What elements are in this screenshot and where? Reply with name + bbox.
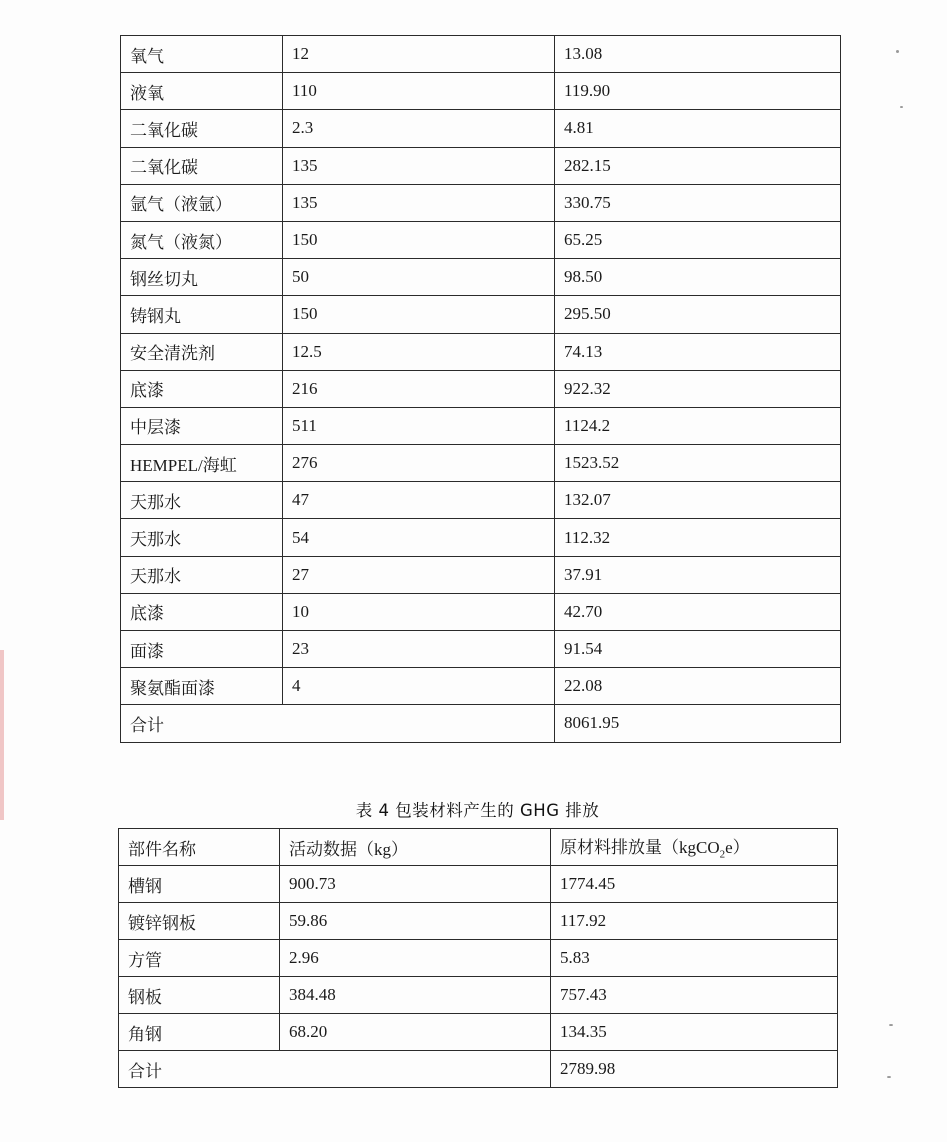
scan-speck: [889, 1024, 893, 1026]
column-header-activity: 活动数据（kg）: [280, 829, 551, 866]
table-row: [119, 940, 838, 977]
activity-data-cell: 4: [283, 668, 555, 705]
activity-data-cell: 135: [283, 184, 555, 221]
part-name-cell: 槽钢: [119, 866, 280, 903]
header-emission-prefix: 原材料排放量（kgCO: [560, 838, 720, 858]
part-name-cell: 方管: [119, 940, 280, 977]
table-row: [121, 184, 841, 221]
activity-data-cell: 50: [283, 259, 555, 296]
total-row: [119, 1051, 838, 1088]
activity-data-cell: 135: [283, 147, 555, 184]
activity-data-cell: 150: [283, 296, 555, 333]
table-row: [121, 482, 841, 519]
material-name-cell: 安全清洗剂: [121, 333, 283, 370]
table-row: [121, 36, 841, 73]
table-row: [121, 445, 841, 482]
material-name-cell: 氮气（液氮）: [121, 221, 283, 258]
activity-data-cell: 150: [283, 221, 555, 258]
total-value-cell: 2789.98: [551, 1051, 838, 1088]
table-caption: 表 4 包装材料产生的 GHG 排放: [355, 801, 600, 820]
table-row: [121, 147, 841, 184]
activity-data-cell: 511: [283, 407, 555, 444]
part-name-cell: 钢板: [119, 977, 280, 1014]
activity-data-cell: 2.96: [280, 940, 551, 977]
activity-data-cell: 900.73: [280, 866, 551, 903]
emission-cell: 117.92: [551, 903, 838, 940]
material-name-cell: HEMPEL/海虹: [121, 445, 283, 482]
emission-cell: 37.91: [555, 556, 841, 593]
emission-cell: 282.15: [555, 147, 841, 184]
column-header-emission: [551, 829, 838, 866]
table-row: [119, 1014, 838, 1051]
emission-cell: 330.75: [555, 184, 841, 221]
material-name-cell: 钢丝切丸: [121, 259, 283, 296]
emission-cell: 922.32: [555, 370, 841, 407]
table-row: [121, 221, 841, 258]
activity-data-cell: 12.5: [283, 333, 555, 370]
table-row: [121, 73, 841, 110]
table-row: [121, 593, 841, 630]
activity-data-cell: 2.3: [283, 110, 555, 147]
activity-data-cell: 47: [283, 482, 555, 519]
activity-data-cell: 216: [283, 370, 555, 407]
emission-table-continued: [120, 35, 841, 743]
material-name-cell: 底漆: [121, 593, 283, 630]
activity-data-cell: 276: [283, 445, 555, 482]
total-value-cell: 8061.95: [555, 705, 841, 742]
total-row: [121, 705, 841, 742]
material-name-cell: 底漆: [121, 370, 283, 407]
material-name-cell: 铸钢丸: [121, 296, 283, 333]
part-name-cell: 角钢: [119, 1014, 280, 1051]
emission-cell: 22.08: [555, 668, 841, 705]
emission-cell: 132.07: [555, 482, 841, 519]
emission-cell: 1774.45: [551, 866, 838, 903]
activity-data-cell: 23: [283, 631, 555, 668]
material-name-cell: 二氧化碳: [121, 110, 283, 147]
emission-cell: 74.13: [555, 333, 841, 370]
packaging-emission-table: [118, 828, 838, 1088]
emission-cell: 295.50: [555, 296, 841, 333]
material-name-cell: 天那水: [121, 556, 283, 593]
part-name-cell: 镀锌钢板: [119, 903, 280, 940]
table-row: [121, 333, 841, 370]
emission-cell: 134.35: [551, 1014, 838, 1051]
emission-cell: 757.43: [551, 977, 838, 1014]
activity-data-cell: 59.86: [280, 903, 551, 940]
material-name-cell: 氩气（液氩）: [121, 184, 283, 221]
table-row: [121, 370, 841, 407]
scan-speck: [896, 50, 899, 53]
header-emission-subscript: 2: [719, 848, 726, 861]
emission-cell: 13.08: [555, 36, 841, 73]
material-name-cell: 氧气: [121, 36, 283, 73]
emission-cell: 65.25: [555, 221, 841, 258]
material-name-cell: 二氧化碳: [121, 147, 283, 184]
column-header-name: 部件名称: [119, 829, 280, 866]
material-name-cell: 聚氨酯面漆: [121, 668, 283, 705]
table-row: [121, 668, 841, 705]
total-label-cell: 合计: [121, 705, 555, 742]
material-name-cell: 液氧: [121, 73, 283, 110]
stamp-edge-mark: [0, 650, 4, 820]
material-name-cell: 天那水: [121, 519, 283, 556]
table-row: [119, 977, 838, 1014]
material-name-cell: 面漆: [121, 631, 283, 668]
activity-data-cell: 27: [283, 556, 555, 593]
table-row: [121, 556, 841, 593]
table-row: [121, 296, 841, 333]
table-row: [119, 866, 838, 903]
table-row: [121, 110, 841, 147]
activity-data-cell: 384.48: [280, 977, 551, 1014]
emission-cell: 119.90: [555, 73, 841, 110]
emission-cell: 1124.2: [555, 407, 841, 444]
scan-speck: [887, 1076, 891, 1078]
emission-cell: 5.83: [551, 940, 838, 977]
scan-speck: [900, 106, 903, 108]
activity-data-cell: 110: [283, 73, 555, 110]
activity-data-cell: 12: [283, 36, 555, 73]
emission-cell: 1523.52: [555, 445, 841, 482]
emission-cell: 4.81: [555, 110, 841, 147]
emission-cell: 98.50: [555, 259, 841, 296]
table-row: [121, 259, 841, 296]
table-row: [119, 903, 838, 940]
table-row: [121, 407, 841, 444]
material-name-cell: 天那水: [121, 482, 283, 519]
activity-data-cell: 10: [283, 593, 555, 630]
table-row: [121, 519, 841, 556]
material-name-cell: 中层漆: [121, 407, 283, 444]
emission-cell: 112.32: [555, 519, 841, 556]
total-label-cell: 合计: [119, 1051, 551, 1088]
activity-data-cell: 54: [283, 519, 555, 556]
emission-cell: 91.54: [555, 631, 841, 668]
emission-cell: 42.70: [555, 593, 841, 630]
activity-data-cell: 68.20: [280, 1014, 551, 1051]
header-row: [119, 829, 838, 866]
header-emission-suffix: e）: [725, 838, 750, 858]
table-row: [121, 631, 841, 668]
